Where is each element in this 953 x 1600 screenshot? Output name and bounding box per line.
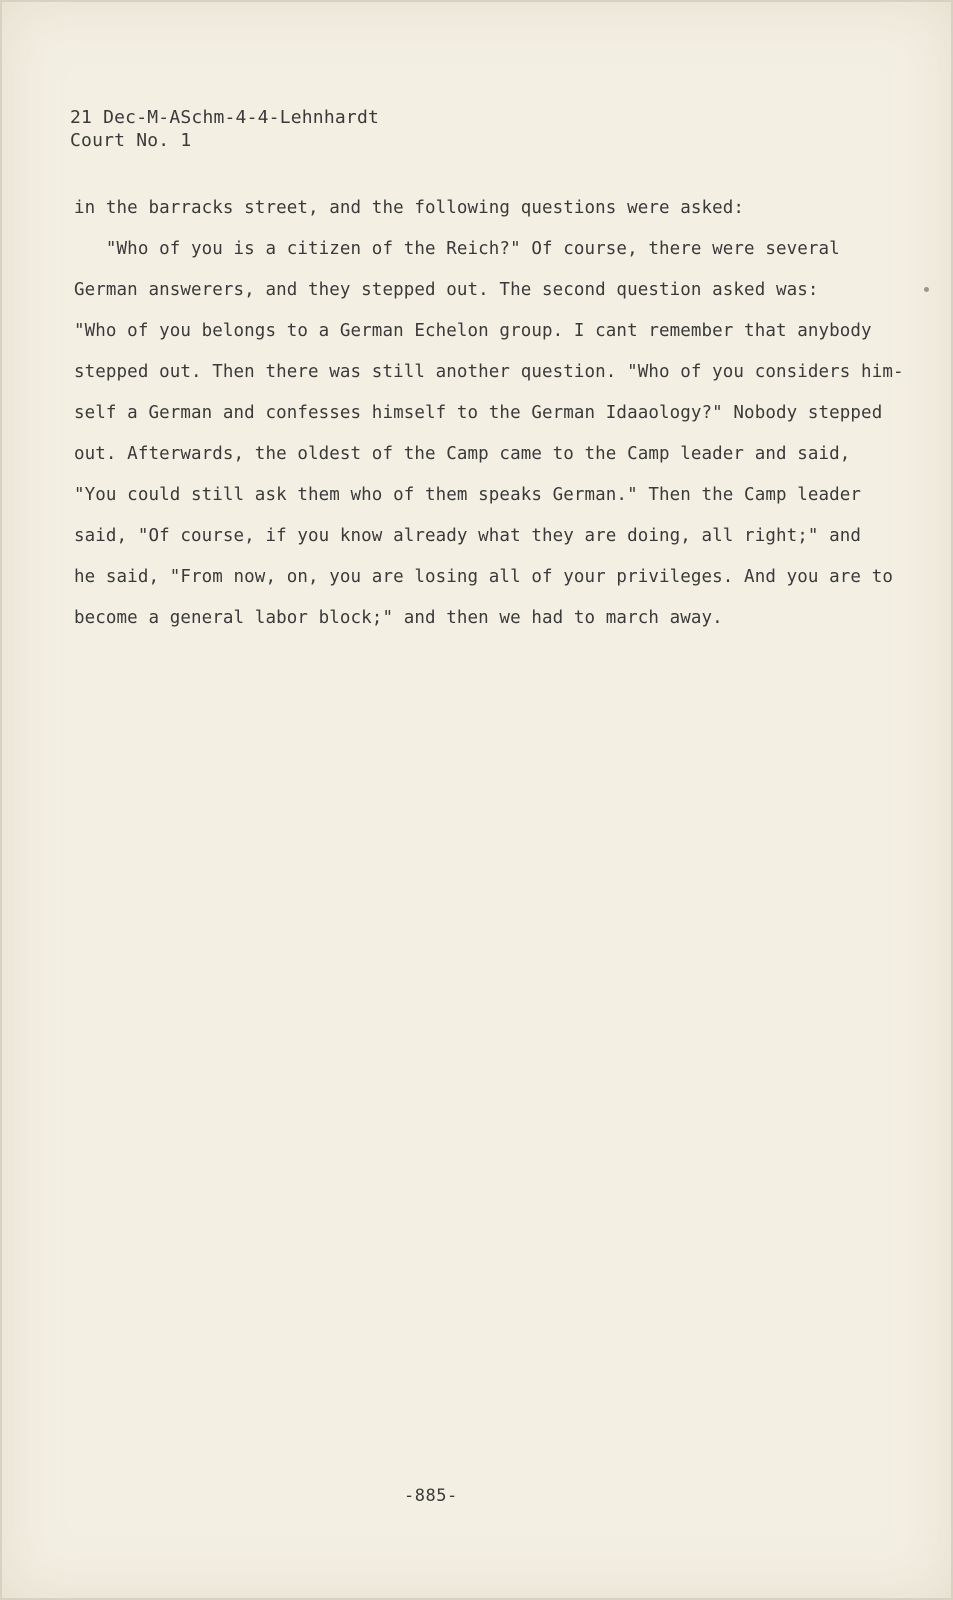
transcript-line: "You could still ask them who of them speaks German." Then the Camp leader — [74, 485, 862, 505]
court-number: Court No. 1 — [70, 130, 192, 151]
transcript-line: said, "Of course, if you know already what they are doing, all right;" and — [74, 526, 862, 546]
transcript-line: self a German and confesses himself to the German Idaaology?" Nobody stepped — [74, 403, 883, 423]
document-header — [70, 106, 379, 152]
transcript-line: out. Afterwards, the oldest of the Camp came to the Camp leader and said, — [74, 444, 851, 464]
transcript-line: "Who of you is a citizen of the Reich?" Of course, there were several — [74, 239, 840, 259]
transcript-line: German answerers, and they stepped out. The second question asked was: — [74, 280, 819, 300]
transcript-body — [74, 188, 904, 639]
punch-hole — [924, 287, 929, 292]
page-number: -885- — [404, 1486, 458, 1506]
transcript-line: stepped out. Then there was still another question. "Who of you considers him- — [74, 362, 904, 382]
case-reference: 21 Dec-M-ASchm-4-4-Lehnhardt — [70, 107, 380, 128]
transcript-line: "Who of you belongs to a German Echelon group. I cant remember that anybody — [74, 321, 872, 341]
transcript-line: become a general labor block;" and then we had to march away. — [74, 608, 723, 628]
transcript-line: in the barracks street, and the following questions were asked: — [74, 198, 745, 218]
transcript-line: he said, "From now, on, you are losing all of your privileges. And you are to — [74, 567, 893, 587]
